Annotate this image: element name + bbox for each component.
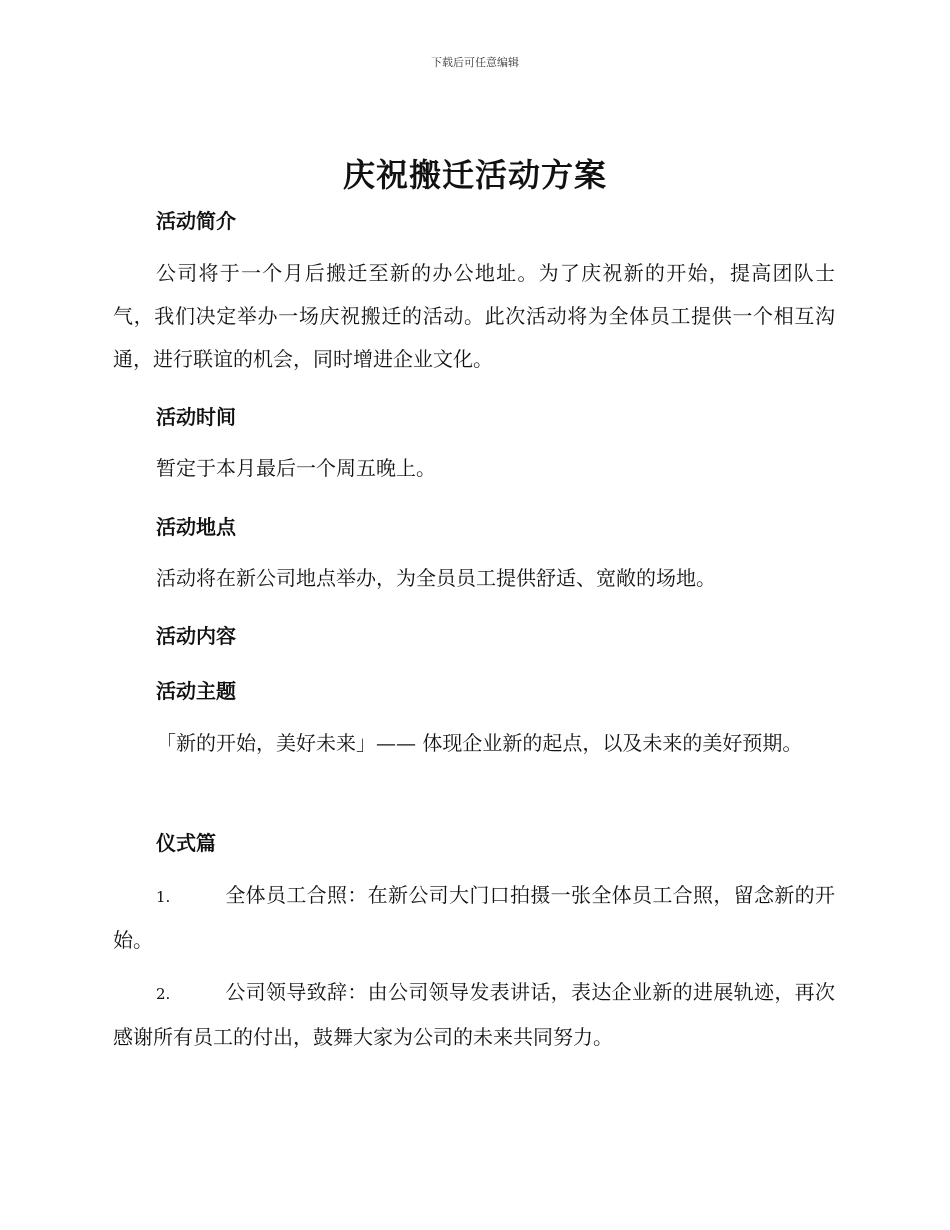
heading-content: 活动内容 [156, 624, 236, 648]
list-item-number: 2. [156, 985, 171, 1003]
list-item [113, 971, 835, 1059]
paragraph-place: 活动将在新公司地点举办，为全员员工提供舒适、宽敞的场地。 [156, 566, 716, 590]
paragraph-intro: 公司将于一个月后搬迁至新的办公地址。为了庆祝新的开始，提高团队士气，我们决定举办一场庆祝搬迁的活动。此次活动将为全体员工提供一个相互沟通，进行联谊的机会，同时增进企业文化。 [113, 261, 835, 371]
document-title: 庆祝搬迁活动方案 [342, 156, 607, 194]
heading-intro: 活动简介 [156, 209, 236, 233]
paragraph-time: 暂定于本月最后一个周五晚上。 [156, 456, 436, 480]
heading-theme: 活动主题 [156, 679, 236, 703]
heading-place: 活动地点 [156, 515, 236, 539]
paragraph-theme: 「新的开始，美好未来」—— 体现企业新的起点，以及未来的美好预期。 [156, 731, 803, 755]
heading-ceremony: 仪式篇 [156, 831, 216, 855]
list-item [113, 874, 835, 962]
list-item-number: 1. [156, 888, 171, 906]
list-item-text: 全体员工合照：在新公司大门口拍摄一张全体员工合照，留念新的开始。 [113, 883, 835, 952]
heading-time: 活动时间 [156, 405, 236, 429]
header-note: 下载后可任意编辑 [431, 56, 519, 69]
list-item-text: 公司领导致辞：由公司领导发表讲话，表达企业新的进展轨迹，再次感谢所有员工的付出，鼓舞大家为公司的未来共同努力。 [113, 980, 835, 1049]
